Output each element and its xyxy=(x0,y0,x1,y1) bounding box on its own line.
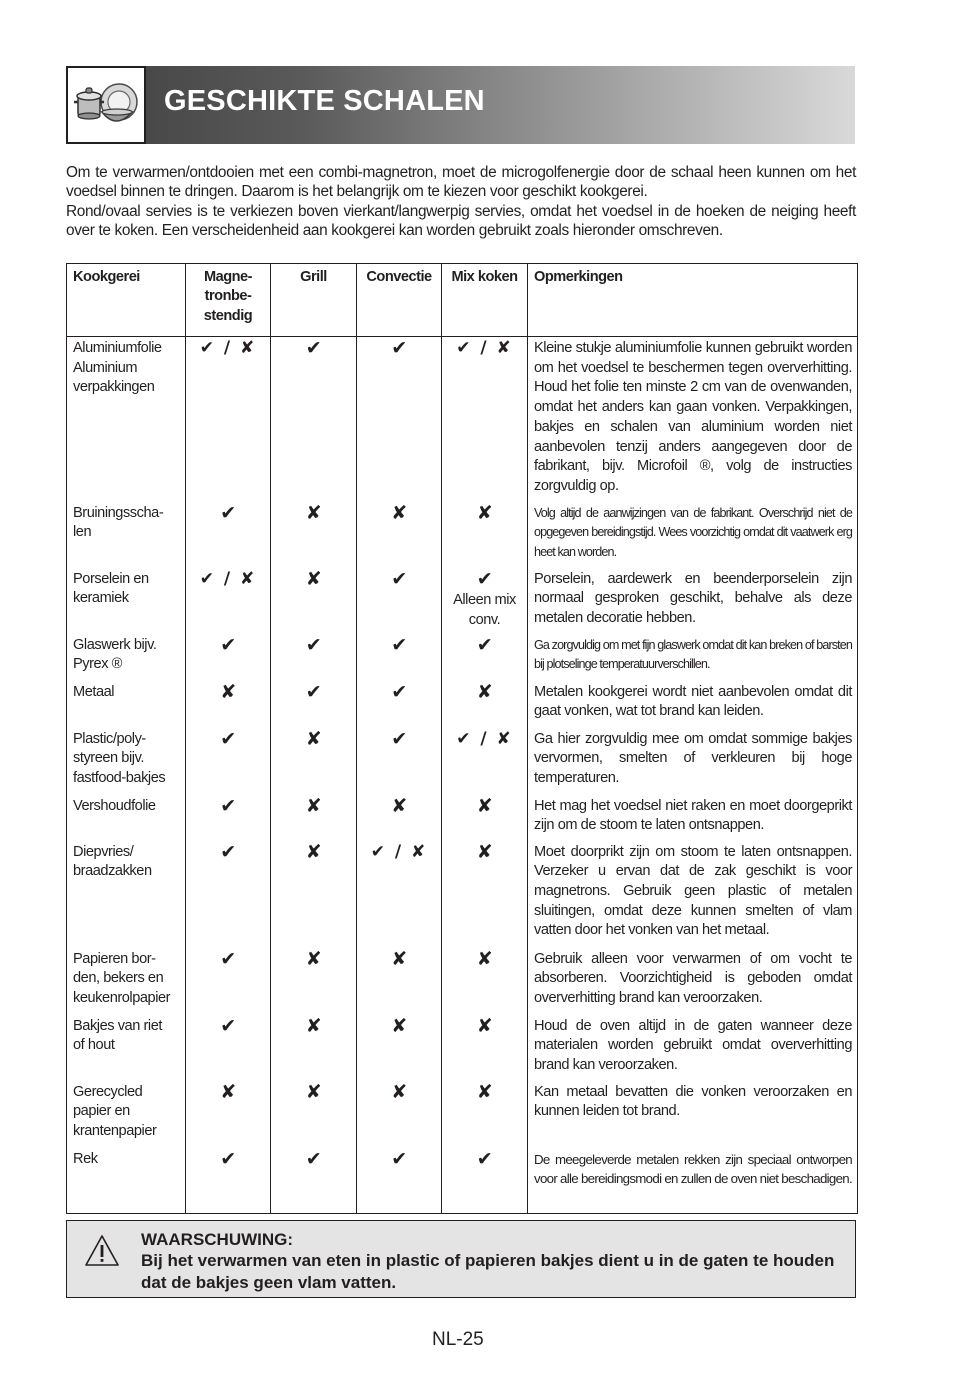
cookware-name: Diepvries/ braadzakken xyxy=(67,841,186,948)
header-opmerkingen: Opmerkingen xyxy=(528,264,858,337)
cross-icon: ✘ xyxy=(476,947,493,970)
cell-grill xyxy=(271,681,357,728)
cell-mix xyxy=(442,1148,528,1214)
page-number: NL-25 xyxy=(432,1329,484,1350)
check-icon: ✔ xyxy=(391,680,407,703)
check-cross-icon: ✔ / ✘ xyxy=(456,728,513,749)
header-icon-box xyxy=(66,66,146,144)
cell-convectie xyxy=(357,1148,442,1214)
table-row xyxy=(67,795,858,841)
cell-mix xyxy=(442,1081,528,1148)
cell-grill xyxy=(271,841,357,948)
check-icon: ✔ xyxy=(391,633,407,656)
table-row xyxy=(67,1148,858,1214)
cross-icon: ✘ xyxy=(476,680,493,703)
cell-convectie xyxy=(357,502,442,568)
cookware-name: Metaal xyxy=(67,681,186,728)
cookware-remark: Ga zorgvuldig om met fijn glaswerk omdat dit kan breken of barsten bij plotselinge temperatuurverschillen. xyxy=(528,634,858,681)
cookware-name: Bakjes van riet of hout xyxy=(67,1015,186,1081)
cross-icon: ✘ xyxy=(476,501,493,524)
cross-icon: ✘ xyxy=(305,567,322,590)
check-icon: ✔ xyxy=(220,501,236,524)
check-icon: ✔ xyxy=(220,727,236,750)
cross-icon: ✘ xyxy=(305,840,322,863)
cell-grill xyxy=(271,728,357,795)
table-row xyxy=(67,1081,858,1148)
cross-icon: ✘ xyxy=(391,794,407,817)
cell-magnetron xyxy=(186,948,271,1015)
table-header-row xyxy=(67,264,858,337)
table-body xyxy=(67,337,858,1214)
intro-text xyxy=(66,163,856,241)
cookware-remark: Volg altijd de aanwijzingen van de fabrikant. Overschrijd niet de opgegeven bereidingstijd. Wees voorzichtig omdat dit vaatwerk erg heet kan worden. xyxy=(528,502,858,568)
check-icon: ✔ xyxy=(391,567,407,590)
check-icon: ✔ xyxy=(476,1147,493,1170)
cross-icon: ✘ xyxy=(305,947,322,970)
cell-grill xyxy=(271,337,357,502)
check-icon: ✔ xyxy=(391,1147,407,1170)
cell-mix xyxy=(442,568,528,634)
cell-grill xyxy=(271,568,357,634)
cookware-name: Plastic/poly- styreen bijv. fastfood-bakjes xyxy=(67,728,186,795)
cell-convectie xyxy=(357,634,442,681)
cell-convectie xyxy=(357,337,442,502)
cookware-remark: De meegeleverde metalen rekken zijn speciaal ontworpen voor alle bereidingsmodi en zullen de oven niet beschadigen. xyxy=(528,1148,858,1214)
cookware-name: Gerecycled papier en krantenpapier xyxy=(67,1081,186,1148)
check-icon: ✔ xyxy=(305,337,322,359)
cross-icon: ✘ xyxy=(391,1014,407,1037)
check-icon: ✔ xyxy=(220,794,236,817)
cross-icon: ✘ xyxy=(220,1080,236,1103)
cookware-remark: Moet doorprikt zijn om stoom te laten ontsnappen. Verzeker u ervan dat de zak geschikt is voor magnetrons. Gebruik geen plastic of metalen sluitingen, omdat deze kunnen smelten of vlam vatten door het vonken van het metaal. xyxy=(528,841,858,948)
cell-convectie xyxy=(357,795,442,841)
cell-mix xyxy=(442,841,528,948)
mix-note: Alleen mix conv. xyxy=(453,592,516,628)
cell-magnetron xyxy=(186,337,271,502)
cell-grill xyxy=(271,1081,357,1148)
check-cross-icon: ✔ / ✘ xyxy=(199,568,257,589)
table-row xyxy=(67,337,858,502)
warning-text: Bij het verwarmen van eten in plastic of papieren bakjes dient u in de gaten te houden dat de bakjes geen vlam vatten. xyxy=(141,1251,835,1292)
cell-grill xyxy=(271,634,357,681)
cross-icon: ✘ xyxy=(476,1014,493,1037)
cell-grill xyxy=(271,948,357,1015)
header-convectie: Convectie xyxy=(357,264,442,337)
check-icon: ✔ xyxy=(305,680,322,703)
header-kookgerei: Kookgerei xyxy=(67,264,186,337)
cell-magnetron xyxy=(186,568,271,634)
cross-icon: ✘ xyxy=(305,1014,322,1037)
cell-convectie xyxy=(357,728,442,795)
header-magnetron: Magne- tronbe- stendig xyxy=(186,264,271,337)
cross-icon: ✘ xyxy=(391,1080,407,1103)
cell-convectie xyxy=(357,681,442,728)
check-icon: ✔ xyxy=(305,633,322,656)
header-banner xyxy=(66,66,855,144)
check-icon: ✔ xyxy=(305,1147,322,1170)
cookware-name: Aluminiumfolie Aluminium verpakkingen xyxy=(67,337,186,502)
cross-icon: ✘ xyxy=(305,727,322,750)
cell-convectie xyxy=(357,841,442,948)
cookware-remark: Porselein, aardewerk en beenderporselein zijn normaal gesproken geschikt, behalve als deze metalen decoratie hebben. xyxy=(528,568,858,634)
check-icon: ✔ xyxy=(220,633,236,656)
cookware-name: Glaswerk bijv. Pyrex ® xyxy=(67,634,186,681)
cell-convectie xyxy=(357,1015,442,1081)
table-row xyxy=(67,502,858,568)
cell-magnetron xyxy=(186,841,271,948)
table-row xyxy=(67,728,858,795)
cookware-name: Bruiningsscha- len xyxy=(67,502,186,568)
cross-icon: ✘ xyxy=(476,1080,493,1103)
page-title: GESCHIKTE SCHALEN xyxy=(164,85,485,117)
cookware-remark: Ga hier zorgvuldig mee om omdat sommige bakjes vervormen, smelten of verkleuren bij hoge temperaturen. xyxy=(528,728,858,795)
table-row xyxy=(67,1015,858,1081)
cell-convectie xyxy=(357,1081,442,1148)
cookware-table xyxy=(66,263,858,1214)
cross-icon: ✘ xyxy=(305,501,322,524)
check-icon: ✔ xyxy=(220,840,236,863)
cookware-name: Vershoudfolie xyxy=(67,795,186,841)
cell-mix xyxy=(442,1015,528,1081)
cell-mix xyxy=(442,795,528,841)
warning-title: WAARSCHUWING: xyxy=(141,1230,294,1249)
cell-magnetron xyxy=(186,795,271,841)
cell-magnetron xyxy=(186,681,271,728)
check-cross-icon: ✔ / ✘ xyxy=(370,841,428,862)
cell-grill xyxy=(271,1148,357,1214)
cookware-remark: Metalen kookgerei wordt niet aanbevolen omdat dit gaat vonken, wat tot brand kan leiden. xyxy=(528,681,858,728)
table-row xyxy=(67,568,858,634)
check-icon: ✔ xyxy=(476,567,493,590)
intro-paragraph-2: Rond/ovaal servies is te verkiezen boven vierkant/langwerpig servies, omdat het voedsel in de hoeken de neiging heeft over te koken. Een verscheidenheid aan kookgerei kan worden gebruikt zoals hieronder omschreven. xyxy=(66,202,856,240)
header-mix: Mix koken xyxy=(442,264,528,337)
cell-magnetron xyxy=(186,1081,271,1148)
cookware-name: Porselein en keramiek xyxy=(67,568,186,634)
cell-mix xyxy=(442,634,528,681)
table-row xyxy=(67,948,858,1015)
cookware-remark: Het mag het voedsel niet raken en moet doorgeprikt zijn om de stoom te laten ontsnappen. xyxy=(528,795,858,841)
cookware-remark: Houd de oven altijd in de gaten wanneer deze materialen worden gebruikt omdat oververhitting brand kan veroorzaken. xyxy=(528,1015,858,1081)
check-icon: ✔ xyxy=(220,1014,236,1037)
check-icon: ✔ xyxy=(391,727,407,750)
header-grill: Grill xyxy=(271,264,357,337)
check-icon: ✔ xyxy=(476,633,493,656)
cell-convectie xyxy=(357,948,442,1015)
cell-grill xyxy=(271,502,357,568)
check-icon: ✔ xyxy=(220,947,236,970)
cell-mix xyxy=(442,502,528,568)
cell-convectie xyxy=(357,568,442,634)
check-icon: ✔ xyxy=(391,337,407,359)
cross-icon: ✘ xyxy=(305,794,322,817)
cookware-remark: Gebruik alleen voor verwarmen of om vocht te absorberen. Voorzichtigheid is geboden omdat oververhitting brand kan veroorzaken. xyxy=(528,948,858,1015)
intro-paragraph-1: Om te verwarmen/ontdooien met een combi-magnetron, moet de microgolfenergie door de schaal heen kunnen om het voedsel binnen te dringen. Daarom is het belangrijk om te kiezen voor geschikt kookgerei. xyxy=(66,164,856,201)
warning-triangle-icon xyxy=(84,1234,120,1268)
table-row xyxy=(67,841,858,948)
cookware-icon xyxy=(72,78,140,130)
cookware-name: Rek xyxy=(67,1148,186,1214)
check-cross-icon: ✔ / ✘ xyxy=(456,338,513,358)
cell-grill xyxy=(271,795,357,841)
cell-magnetron xyxy=(186,1015,271,1081)
cell-magnetron xyxy=(186,728,271,795)
cookware-remark: Kleine stukje aluminiumfolie kunnen gebruikt worden om het voedsel te beschermen tegen oververhitting. Houd het folie ten minste 2 cm van de ovenwanden, omdat het anders kan gaan vonken. Verpakkingen, bakjes en schalen van aluminium worden niet aanbevolen tenzij anders aangegeven door de fabrikant, bijv. Microfoil ®, volg de instructies zorgvuldig op. xyxy=(528,337,858,502)
cookware-remark: Kan metaal bevatten die vonken veroorzaken en kunnen leiden tot brand. xyxy=(528,1081,858,1148)
cookware-name: Papieren bor- den, bekers en keukenrolpapier xyxy=(67,948,186,1015)
table-row xyxy=(67,681,858,728)
check-cross-icon: ✔ / ✘ xyxy=(199,338,257,358)
cross-icon: ✘ xyxy=(391,947,407,970)
cross-icon: ✘ xyxy=(220,680,236,703)
cell-grill xyxy=(271,1015,357,1081)
cell-mix xyxy=(442,948,528,1015)
warning-box xyxy=(66,1220,856,1298)
cell-magnetron xyxy=(186,634,271,681)
cross-icon: ✘ xyxy=(391,501,407,524)
cell-magnetron xyxy=(186,1148,271,1214)
table-row xyxy=(67,634,858,681)
cell-mix xyxy=(442,337,528,502)
cross-icon: ✘ xyxy=(476,840,493,863)
cross-icon: ✘ xyxy=(305,1080,322,1103)
cross-icon: ✘ xyxy=(476,794,493,817)
cell-mix xyxy=(442,728,528,795)
check-icon: ✔ xyxy=(220,1147,236,1170)
cell-mix xyxy=(442,681,528,728)
cell-magnetron xyxy=(186,502,271,568)
